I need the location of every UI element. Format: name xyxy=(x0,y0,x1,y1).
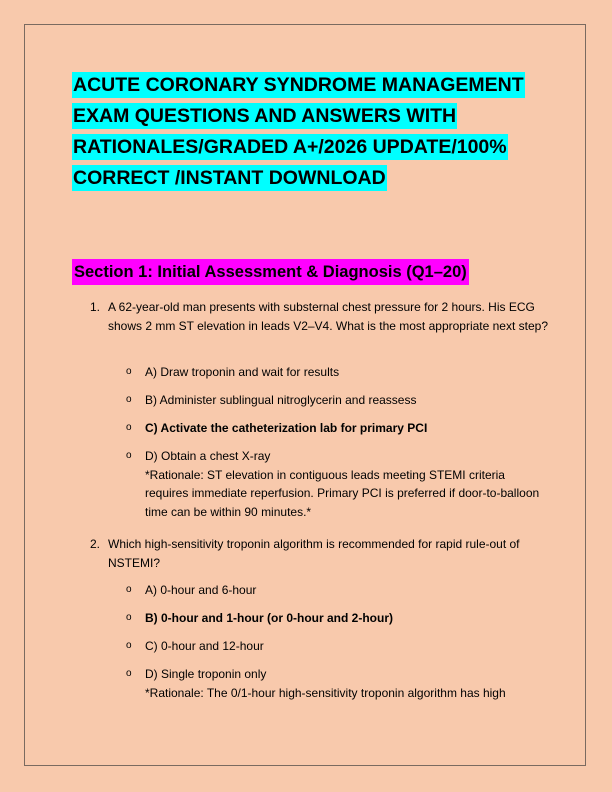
bullet-icon: o xyxy=(126,450,132,461)
bullet-icon: o xyxy=(126,366,132,377)
question-text: Which high-sensitivity troponin algorithm is recommended for rapid rule-out of NSTEMI? xyxy=(108,537,520,570)
question-number: 2. xyxy=(90,537,101,551)
bullet-icon: o xyxy=(126,612,132,623)
option-2d xyxy=(126,665,546,702)
option-text: C) 0-hour and 12-hour xyxy=(145,639,264,653)
title-line-2: EXAM QUESTIONS AND ANSWERS WITH xyxy=(73,105,457,127)
title-line-3: RATIONALES/GRADED A+/2026 UPDATE/100% xyxy=(73,136,507,158)
bullet-icon: o xyxy=(126,422,132,433)
question-2 xyxy=(90,535,550,572)
bullet-icon: o xyxy=(126,640,132,651)
option-text: D) Obtain a chest X-ray xyxy=(145,449,271,463)
section-heading: Section 1: Initial Assessment & Diagnosis (Q1–20) xyxy=(72,259,469,285)
option-text: C) Activate the catheterization lab for primary PCI xyxy=(145,421,428,435)
question-text: A 62-year-old man presents with substernal chest pressure for 2 hours. His ECG shows 2 mm ST elevation in leads V2–V4. What is the most appropriate next step? xyxy=(108,300,549,333)
title-line-1: ACUTE CORONARY SYNDROME MANAGEMENT xyxy=(73,74,524,96)
bullet-icon: o xyxy=(126,584,132,595)
option-1a xyxy=(126,363,546,382)
bullet-icon: o xyxy=(126,668,132,679)
option-text: A) Draw troponin and wait for results xyxy=(145,365,340,379)
rationale-text: *Rationale: ST elevation in contiguous leads meeting STEMI criteria requires immediate reperfusion. Primary PCI is preferred if door-to-balloon time can be within 90 minutes.* xyxy=(145,467,540,519)
option-text: B) Administer sublingual nitroglycerin and reassess xyxy=(145,393,417,407)
option-2c xyxy=(126,637,546,656)
option-1c-correct xyxy=(126,419,546,438)
rationale-text: *Rationale: The 0/1-hour high-sensitivity troponin algorithm has high xyxy=(145,685,506,700)
option-text: A) 0-hour and 6-hour xyxy=(145,583,257,597)
option-2a xyxy=(126,581,546,600)
option-1d xyxy=(126,447,546,521)
question-1 xyxy=(90,298,550,335)
option-text: D) Single troponin only xyxy=(145,667,267,681)
option-text: B) 0-hour and 1-hour (or 0-hour and 2-hour) xyxy=(145,611,393,625)
option-1b xyxy=(126,391,546,410)
question-number: 1. xyxy=(90,300,101,314)
document-title xyxy=(72,72,524,196)
title-line-4: CORRECT /INSTANT DOWNLOAD xyxy=(73,167,386,189)
bullet-icon: o xyxy=(126,394,132,405)
option-2b-correct xyxy=(126,609,546,628)
